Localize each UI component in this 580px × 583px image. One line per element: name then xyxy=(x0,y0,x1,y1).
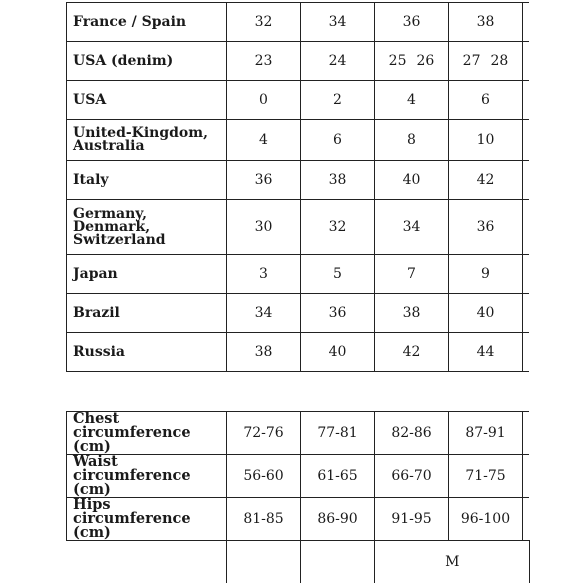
size-cell: 2 xyxy=(301,81,375,120)
row-label: United-Kingdom, Australia xyxy=(67,120,227,161)
size-cell: 36 xyxy=(449,200,523,255)
row-label: USA xyxy=(67,81,227,120)
cut-off-cell xyxy=(523,120,530,161)
size-value: 26 xyxy=(417,53,435,69)
size-cell: 34 xyxy=(375,200,449,255)
size-cell: 6 xyxy=(449,81,523,120)
size-cell: 38 xyxy=(227,333,301,372)
size-cell: 38 xyxy=(301,161,375,200)
cut-off-cell xyxy=(523,455,530,498)
measure-cell: 86-90 xyxy=(301,498,375,541)
table-row xyxy=(67,81,530,120)
table-row xyxy=(67,161,530,200)
size-group-label xyxy=(375,541,530,583)
measure-cell: 82-86 xyxy=(375,412,449,455)
table-row xyxy=(67,120,530,161)
table-row xyxy=(67,541,530,583)
size-cell: 38 xyxy=(375,294,449,333)
row-label: Japan xyxy=(67,255,227,294)
size-cell: 40 xyxy=(301,333,375,372)
row-label: Chest circumference (cm) xyxy=(67,412,227,455)
size-cell: 36 xyxy=(375,3,449,42)
table-row xyxy=(67,42,530,81)
table-row xyxy=(67,255,530,294)
table-row xyxy=(67,294,530,333)
measure-cell: 96-100 xyxy=(449,498,523,541)
table-row xyxy=(67,412,530,455)
size-cell: 42 xyxy=(449,161,523,200)
size-cell: 44 xyxy=(449,333,523,372)
body-measurements-table xyxy=(66,411,530,583)
cut-off-cell xyxy=(523,412,530,455)
empty-cell xyxy=(301,541,375,583)
table-row xyxy=(67,3,530,42)
size-cell: 4 xyxy=(227,120,301,161)
size-conversion-table xyxy=(66,2,529,372)
cut-off-cell xyxy=(523,81,530,120)
cut-off-cell xyxy=(523,333,530,372)
measure-cell: 72-76 xyxy=(227,412,301,455)
row-label: USA (denim) xyxy=(67,42,227,81)
size-cell: 40 xyxy=(375,161,449,200)
table-row xyxy=(67,333,530,372)
size-group-text: M xyxy=(445,554,459,570)
size-cell: 0 xyxy=(227,81,301,120)
size-cell: 6 xyxy=(301,120,375,161)
table-row xyxy=(67,455,530,498)
row-label: Hips circumference (cm) xyxy=(67,498,227,541)
table-row xyxy=(67,498,530,541)
size-cell: 23 xyxy=(227,42,301,81)
measure-cell: 71-75 xyxy=(449,455,523,498)
size-cell-pair xyxy=(449,42,523,81)
cut-off-cell xyxy=(523,161,530,200)
table-row xyxy=(67,200,530,255)
measure-cell: 81-85 xyxy=(227,498,301,541)
size-value: 28 xyxy=(491,53,509,69)
size-cell: 5 xyxy=(301,255,375,294)
empty-cell xyxy=(67,541,227,583)
cut-off-cell xyxy=(523,498,530,541)
size-cell: 34 xyxy=(301,3,375,42)
size-cell: 4 xyxy=(375,81,449,120)
row-label: Germany, Denmark, Switzerland xyxy=(67,200,227,255)
size-cell: 32 xyxy=(301,200,375,255)
cut-off-cell xyxy=(523,3,530,42)
cut-off-cell xyxy=(523,200,530,255)
measure-cell: 77-81 xyxy=(301,412,375,455)
cut-off-cell xyxy=(523,255,530,294)
row-label: Italy xyxy=(67,161,227,200)
measure-cell: 87-91 xyxy=(449,412,523,455)
size-cell: 32 xyxy=(227,3,301,42)
size-cell-pair xyxy=(375,42,449,81)
row-label: France / Spain xyxy=(67,3,227,42)
size-cell: 10 xyxy=(449,120,523,161)
cut-off-cell xyxy=(523,294,530,333)
size-cell: 42 xyxy=(375,333,449,372)
size-value: 27 xyxy=(463,53,481,69)
size-cell: 24 xyxy=(301,42,375,81)
size-cell: 36 xyxy=(301,294,375,333)
size-value: 25 xyxy=(389,53,407,69)
row-label: Brazil xyxy=(67,294,227,333)
measure-cell: 91-95 xyxy=(375,498,449,541)
measure-cell: 56-60 xyxy=(227,455,301,498)
row-label: Russia xyxy=(67,333,227,372)
row-label: Waist circumference (cm) xyxy=(67,455,227,498)
measure-cell: 66-70 xyxy=(375,455,449,498)
size-cell: 8 xyxy=(375,120,449,161)
size-cell: 9 xyxy=(449,255,523,294)
cut-off-cell xyxy=(523,42,530,81)
size-cell: 30 xyxy=(227,200,301,255)
size-cell: 40 xyxy=(449,294,523,333)
measure-cell: 61-65 xyxy=(301,455,375,498)
size-cell: 38 xyxy=(449,3,523,42)
size-cell: 3 xyxy=(227,255,301,294)
size-cell: 36 xyxy=(227,161,301,200)
empty-cell xyxy=(227,541,301,583)
size-cell: 7 xyxy=(375,255,449,294)
size-cell: 34 xyxy=(227,294,301,333)
